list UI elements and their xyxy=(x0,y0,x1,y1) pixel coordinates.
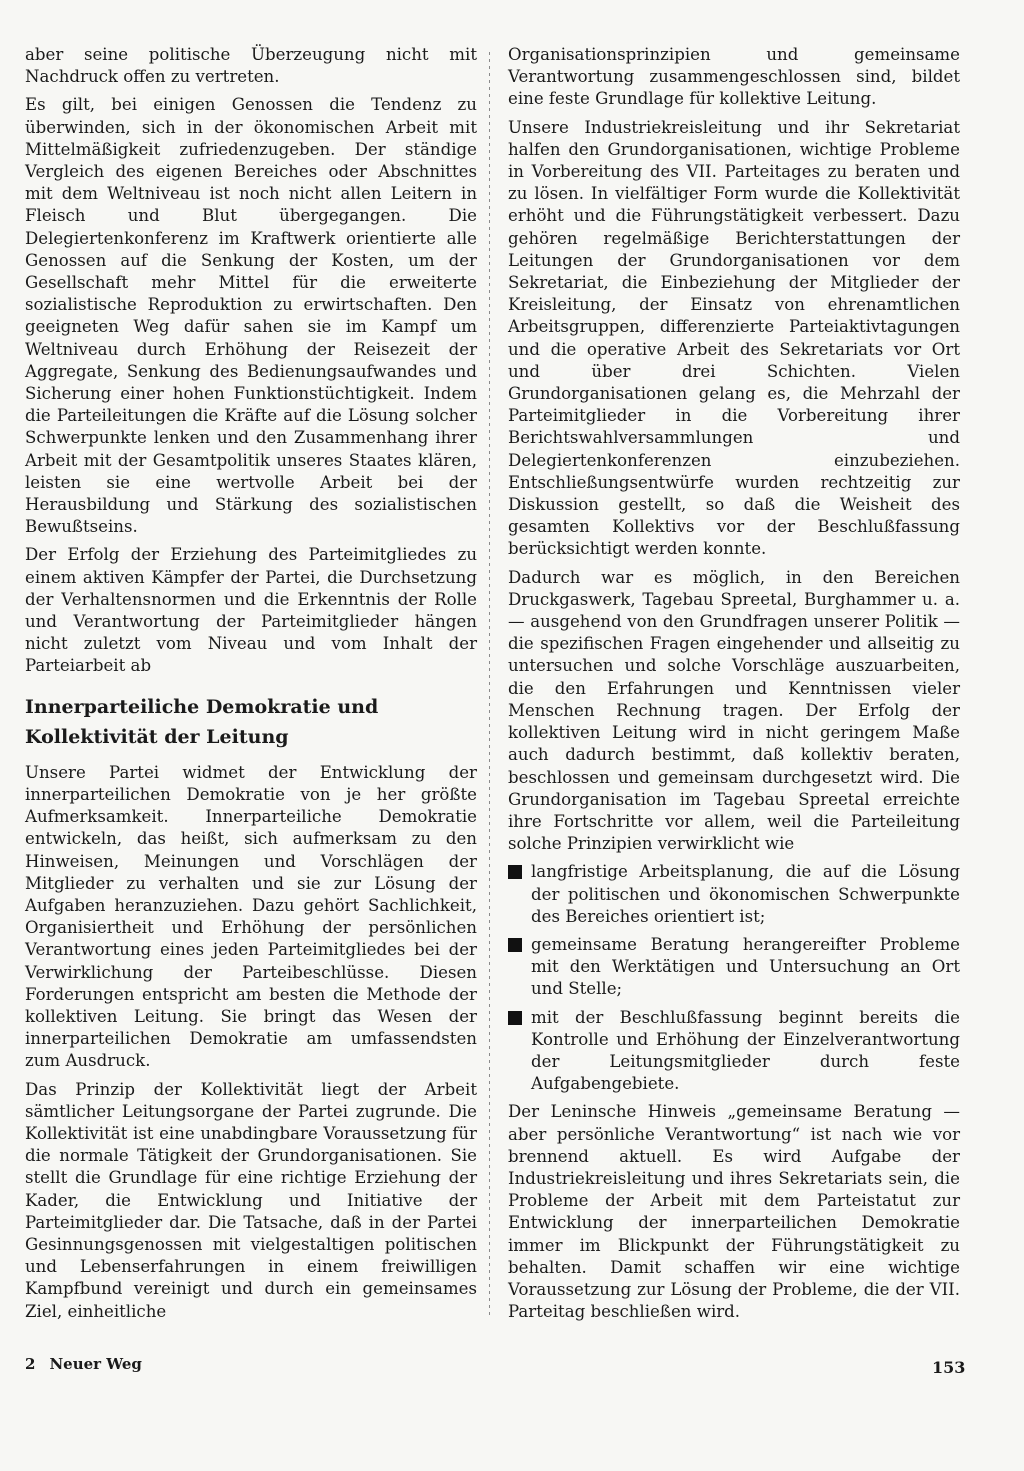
right-paragraph-3: Dadurch war es möglich, in den Bereichen Druckgaswerk, Tagebau Spreetal, Burghammer u. a. — ausgehend von den Grundfragen unserer Politik — die spezifischen Fragen eingehender und allseitig zu untersuchen und solche Vorschläge auszuarbeiten, die den Erfahrungen und Kenntnissen vieler Menschen Rechnung tragen. Der Erfolg der kollektiven Leitung wird in nicht geringem Maße auch dadurch bestimmt, daß kollektiv beraten, beschlossen und gemeinsam durchgesetzt wird. Die Grundorganisation im Tagebau Spreetal erreichte ihre Fortschritte vor allem, weil die Parteileitung solche Prinzipien verwirklicht wie xyxy=(508,567,960,854)
left-paragraph-2: Es gilt, bei einigen Genossen die Tendenz zu überwinden, sich in der ökonomischen Arbeit mit Mittelmäßigkeit zufriedenzugeben. Der ständige Vergleich des eigenen Bereiches oder Abschnittes mit dem Weltniveau ist noch nicht allen Leitern in Fleisch und Blut übergegangen. Die Delegiertenkonferenz im Kraftwerk orientierte alle Genossen auf die Senkung der Kosten, um der Gesellschaft mehr Mittel für die erweiterte sozialistische Reproduktion zu erwirtschaften. Den geeigneten Weg dafür sahen sie im Kampf um Weltniveau durch Erhöhung der Reisezeit der Aggregate, Senkung des Bedienungsaufwandes und Sicherung einer hohen Funktionstüchtigkeit. Indem die Parteileitungen die Kräfte auf die Lösung solcher Schwerpunkte lenken und den Zusammenhang ihrer Arbeit mit der Gesamtpolitik unseres Staates klären, leisten sie eine wertvolle Arbeit bei der Herausbildung und Stärkung des sozialistischen Bewußtseins. xyxy=(25,95,477,537)
bullet-text: gemeinsame Beratung herangereifter Probleme mit den Werktätigen und Untersuchung an Ort und Stelle; xyxy=(531,934,960,999)
square-bullet-icon xyxy=(508,1011,522,1025)
bullet-item xyxy=(508,934,960,1001)
section-heading xyxy=(25,692,477,752)
square-bullet-icon xyxy=(508,938,522,952)
right-paragraph-4: Der Leninsche Hinweis „gemeinsame Beratung — aber persönliche Verantwortung“ ist nach wie vor brennend aktuell. Es wird Aufgabe der Industriekreisleitung und ihres Sekretariats sein, die Probleme der Arbeit mit dem Parteistatut zur Entwicklung der innerparteilichen Demokratie immer im Blickpunkt der Führungstätigkeit zu behalten. Damit schaffen wir eine wichtige Voraussetzung zur Lösung der Probleme, die der VII. Parteitag beschließen wird. xyxy=(508,1102,960,1322)
section-heading-line-1: Innerparteiliche Demokratie und xyxy=(25,695,379,718)
left-paragraph-5: Das Prinzip der Kollektivität liegt der Arbeit sämtlicher Leitungsorgane der Partei zugrunde. Die Kollektivität ist eine unabdingbare Voraussetzung für die normale Tätigkeit der Grundorganisationen. Sie stellt die Grundlage für eine richtige Erziehung der Kader, die Entwicklung und Initiative der Parteimitglieder dar. Die Tatsache, daß in der Partei Gesinnungsgenossen mit vielgestaltigen politischen und Lebenserfahrungen in einem freiwilligen Kampfbund vereinigt und durch ein gemeinsames Ziel, einheitliche xyxy=(25,1079,477,1321)
right-paragraph-2: Unsere Industriekreisleitung und ihr Sekretariat halfen den Grundorganisationen, wichtige Probleme in Vorbereitung des VII. Parteitages zu beraten und zu lösen. In vielfältiger Form wurde die Kollektivität erhöht und die Führungstätigkeit verbessert. Dazu gehören regelmäßige Berichterstattungen der Leitungen der Grundorganisationen vor dem Sekretariat, die Einbeziehung der Mitglieder der Kreisleitung, der Einsatz von ehrenamtlichen Arbeitsgruppen, differenzierte Parteiaktivtagungen und die operative Arbeit des Sekretariats vor Ort und über drei Schichten. Vielen Grundorganisationen gelang es, die Mehrzahl der Parteimitglieder in die Vorbereitung ihrer Berichtswahlversammlungen und Delegiertenkonferenzen einzubeziehen. Entschließungsentwürfe wurden rechtzeitig zur Diskussion gestellt, so daß die Weisheit des gesamten Kollektivs vor der Beschlußfassung berücksichtigt werden konnte. xyxy=(508,117,960,559)
signature-number: 2 xyxy=(25,1355,36,1373)
footer-signature xyxy=(25,1355,142,1373)
left-paragraph-1: aber seine politische Überzeugung nicht mit Nachdruck offen zu vertreten. xyxy=(25,45,477,87)
page-number: 153 xyxy=(932,1358,966,1377)
bullet-item xyxy=(508,861,960,928)
section-heading-line-2: Kollektivität der Leitung xyxy=(25,725,289,748)
right-column xyxy=(508,44,960,1329)
bullet-text: mit der Beschlußfassung beginnt bereits die Kontrolle und Erhöhung der Einzelverantwortung der Leitungsmitglieder durch feste Aufgabengebiete. xyxy=(531,1007,960,1094)
left-paragraph-4: Unsere Partei widmet der Entwicklung der innerparteilichen Demokratie von je her größte Aufmerksamkeit. Innerparteiliche Demokratie entwickeln, das heißt, sich aufmerksam zu den Hinweisen, Meinungen und Vorschlägen der Mitglieder zu verhalten und sie zur Lösung der Aufgaben heranzuziehen. Dazu gehört Sachlichkeit, Organisiertheit und Erhöhung der persönlichen Verantwortung eines jeden Parteimitgliedes bei der Verwirklichung der Parteibeschlüsse. Diesen Forderungen entspricht am besten die Methode der kollektiven Leitung. Sie bringt das Wesen der innerparteilichen Demokratie am umfassendsten zum Ausdruck. xyxy=(25,762,477,1071)
bullet-item xyxy=(508,1007,960,1096)
left-paragraph-3: Der Erfolg der Erziehung des Parteimitgliedes zu einem aktiven Kämpfer der Partei, die Durchsetzung der Verhaltensnormen und die Erkenntnis der Rolle und Verantwortung der Parteimitglieder hängen nicht zuletzt vom Niveau und vom Inhalt der Parteiarbeit ab xyxy=(25,545,477,676)
square-bullet-icon xyxy=(508,865,522,879)
bullet-text: langfristige Arbeitsplanung, die auf die Lösung der politischen und ökonomischen Schwerpunkte des Bereiches orientiert ist; xyxy=(531,862,960,926)
left-column xyxy=(25,44,477,1329)
column-divider xyxy=(489,52,490,1317)
right-paragraph-1: Organisationsprinzipien und gemeinsame Verantwortung zusammengeschlossen sind, bildet eine feste Grundlage für kollektive Leitung. xyxy=(508,45,960,109)
publication-name: Neuer Weg xyxy=(49,1355,142,1373)
